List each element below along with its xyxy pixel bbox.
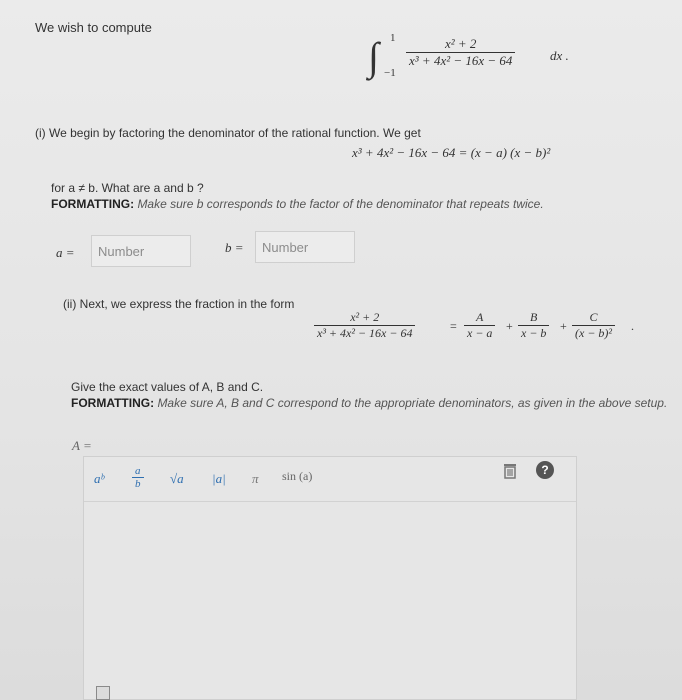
A-math-editor[interactable]	[83, 456, 577, 700]
lhs-fraction	[314, 310, 415, 341]
a-input[interactable]	[91, 235, 191, 267]
pi-button[interactable]	[252, 471, 259, 487]
help-icon-label: ?	[541, 463, 549, 477]
fraction-button-num: a	[135, 465, 141, 477]
sin-button-label: sin (a)	[282, 469, 313, 483]
trash-icon[interactable]	[502, 463, 518, 484]
power-button[interactable]	[94, 471, 104, 487]
plus-sign-1: +	[506, 319, 513, 333]
part1-formatting-text: Make sure b corresponds to the factor of the denominator that repeats twice.	[137, 197, 544, 211]
part2-text: (ii) Next, we express the fraction in the form	[63, 297, 295, 311]
math-toolbar	[84, 457, 576, 502]
fraction-button-den: b	[132, 477, 144, 490]
part1-equation: x³ + 4x² − 16x − 64 = (x − a) (x − b)²	[352, 145, 551, 160]
sqrt-button[interactable]	[170, 471, 184, 487]
intro-text: We wish to compute	[35, 20, 152, 35]
lhs-numerator: x² + 2	[350, 310, 380, 324]
help-icon[interactable]	[536, 461, 554, 479]
integrand-numerator: x² + 2	[444, 36, 477, 51]
part2-formatting-text: Make sure A, B and C correspond to the appropriate denominators, as given in the above setup.	[157, 396, 668, 410]
part2-question: Give the exact values of A, B and C.	[71, 380, 264, 394]
integral-upper-limit: 1	[390, 32, 396, 44]
A-numerator: A	[476, 310, 484, 324]
integral-dx: dx .	[550, 48, 569, 63]
sqrt-button-label: √a	[170, 471, 184, 486]
b-label: b =	[225, 240, 244, 255]
abs-button[interactable]	[212, 471, 226, 487]
equals-sign: =	[450, 319, 457, 333]
C-denominator: (x − b)²	[572, 325, 615, 341]
power-button-label: aᵇ	[94, 471, 104, 486]
integral-lower-limit: −1	[384, 67, 396, 79]
b-input[interactable]	[255, 231, 355, 263]
a-label: a =	[56, 245, 75, 260]
plus-sign-2: +	[560, 319, 567, 333]
part2-formatting-label: FORMATTING:	[71, 396, 155, 410]
fraction-button[interactable]	[132, 465, 144, 490]
A-fraction	[464, 310, 495, 341]
part1-formatting	[51, 197, 544, 211]
part1-formatting-label: FORMATTING:	[51, 197, 135, 211]
C-fraction	[572, 310, 615, 341]
part1-question: for a ≠ b. What are a and b ?	[51, 181, 204, 195]
b-input-placeholder: Number	[262, 240, 309, 255]
part2-formatting	[71, 396, 667, 410]
integral-sign: ∫	[368, 34, 379, 79]
A-denominator: x − a	[464, 325, 495, 341]
part1-text: (i) We begin by factoring the denominator of the rational function. We get	[35, 126, 421, 140]
B-fraction	[518, 310, 549, 341]
B-denominator: x − b	[518, 325, 549, 341]
integrand-fraction	[406, 36, 515, 69]
lhs-denominator: x³ + 4x² − 16x − 64	[314, 325, 415, 341]
abs-button-label: |a|	[212, 471, 226, 486]
a-input-placeholder: Number	[98, 244, 145, 259]
integrand-denominator: x³ + 4x² − 16x − 64	[406, 52, 515, 69]
equation-period: .	[631, 319, 634, 333]
pencil-icon	[96, 686, 110, 700]
sin-button[interactable]	[282, 469, 312, 484]
A-label: A =	[72, 438, 92, 453]
B-numerator: B	[530, 310, 538, 324]
C-numerator: C	[589, 310, 598, 324]
pi-button-label: π	[252, 471, 259, 486]
